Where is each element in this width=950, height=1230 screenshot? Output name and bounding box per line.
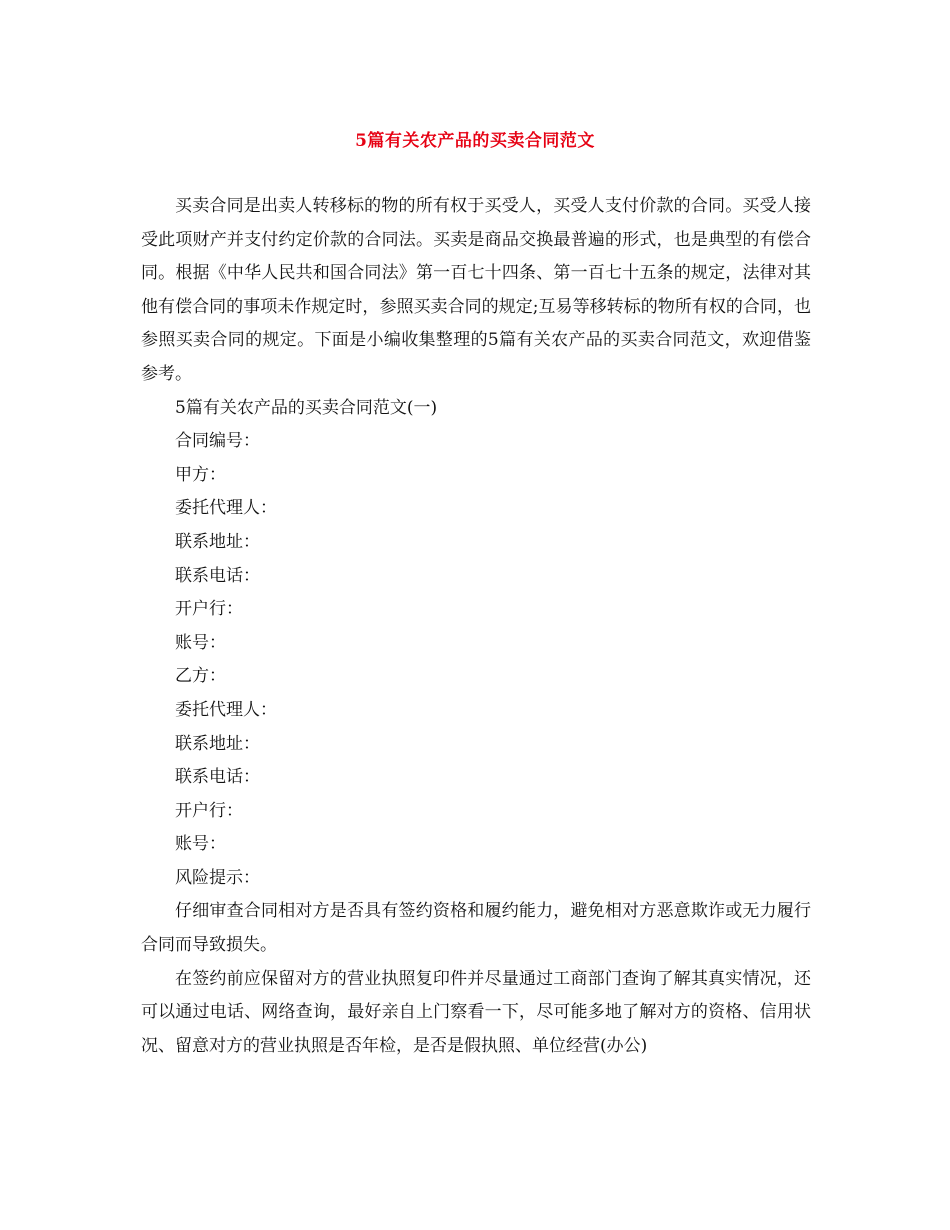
section-heading: 5篇有关农产品的买卖合同范文(一) <box>175 397 438 418</box>
party-b-label: 乙方： <box>175 666 226 687</box>
party-a-address-label: 联系地址： <box>175 531 260 552</box>
party-b-phone-label: 联系电话： <box>175 767 260 788</box>
party-b-address-label: 联系地址： <box>175 733 260 754</box>
document-body <box>141 190 811 1063</box>
risk-paragraph-2: 在签约前应保留对方的营业执照复印件并尽量通过工商部门查询了解其真实情况，还可以通过电话、网络查询，最好亲自上门察看一下，尽可能多地了解对方的资格、信用状况、留意对方的营业执照是否年检，是否是假执照、单位经营(办公) <box>141 968 811 1056</box>
party-b-bank-label: 开户行： <box>175 800 243 821</box>
party-a-phone-label: 联系电话： <box>175 565 260 586</box>
party-a-account-label: 账号： <box>175 632 226 653</box>
risk-paragraph-1: 仔细审查合同相对方是否具有签约资格和履约能力，避免相对方恶意欺诈或无力履行合同而导致损失。 <box>141 901 811 956</box>
intro-paragraph: 买卖合同是出卖人转移标的物的所有权于买受人，买受人支付价款的合同。买受人接受此项财产并支付约定价款的合同法。买卖是商品交换最普遍的形式，也是典型的有偿合同。根据《中华人民共和国合同法》第一百七十四条、第一百七十五条的规定，法律对其他有偿合同的事项未作规定时，参照买卖合同的规定;互易等移转标的物所有权的合同，也参照买卖合同的规定。下面是小编收集整理的5篇有关农产品的买卖合同范文，欢迎借鉴参考。 <box>141 196 811 384</box>
party-a-agent-label: 委托代理人： <box>175 498 277 519</box>
document-title: 5篇有关农产品的买卖合同范文 <box>355 131 595 151</box>
party-a-bank-label: 开户行： <box>175 599 243 620</box>
risk-notice-label: 风险提示： <box>175 867 260 888</box>
party-a-label: 甲方： <box>175 464 226 485</box>
party-b-account-label: 账号： <box>175 834 226 855</box>
party-b-agent-label: 委托代理人： <box>175 699 277 720</box>
contract-number-label: 合同编号： <box>175 431 260 452</box>
